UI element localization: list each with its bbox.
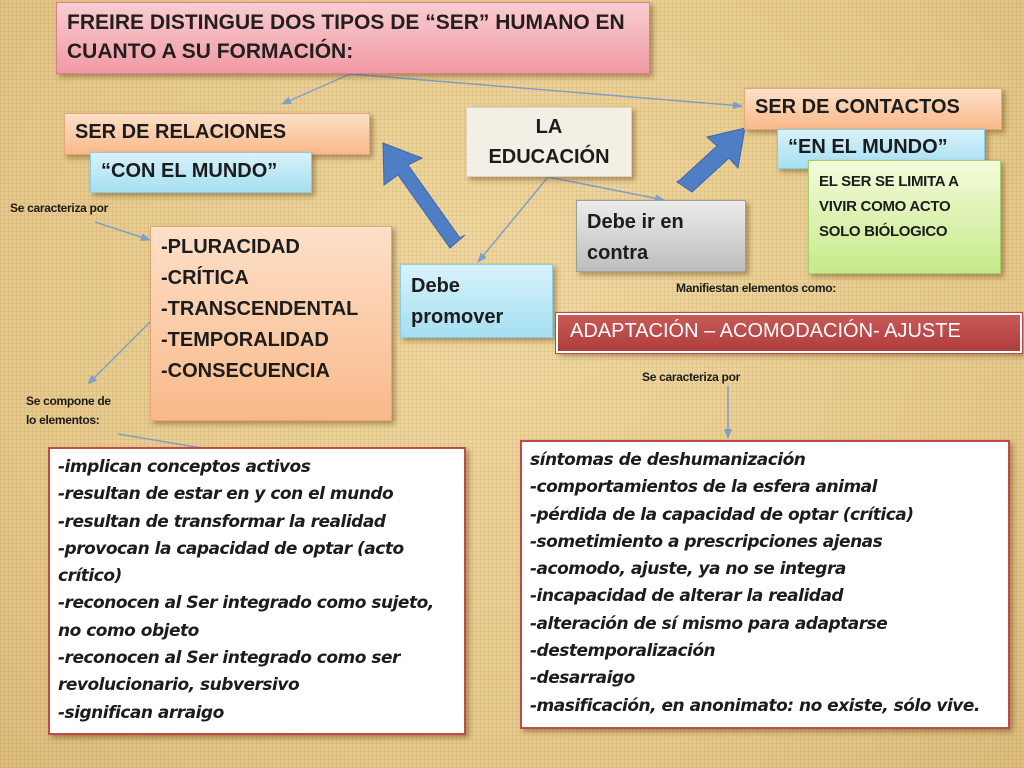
big-arrow-right-icon — [677, 128, 745, 192]
ser-contactos-header: SER DE CONTACTOS — [744, 88, 1002, 130]
promover-line1: Debe — [411, 275, 460, 297]
list-item: no como objeto — [58, 620, 199, 641]
trait-item: -CRÍTICA — [161, 267, 249, 289]
list-item: -sometimiento a prescripciones ajenas — [530, 531, 883, 552]
compone-line2: lo elementos: — [26, 413, 100, 427]
list-item: -reconocen al Ser integrado como sujeto, — [58, 593, 434, 614]
connector-edu-to-promover — [478, 177, 548, 262]
list-item: revolucionario, subversivo — [58, 675, 300, 696]
debe-ir-en-contra-box — [576, 200, 746, 272]
connector-traits-to-compone — [88, 322, 150, 384]
connector-label-to-traits — [95, 222, 150, 240]
right-elements-box — [520, 440, 1010, 729]
list-item: crítico) — [58, 566, 122, 587]
trait-item: -PLURACIDAD — [161, 236, 300, 258]
list-item: -provocan la capacidad de optar (acto — [58, 538, 404, 559]
list-item: -masificación, en anonimato: no existe, sólo vive. — [530, 695, 980, 716]
big-arrow-left-icon — [383, 143, 465, 248]
left-caracteriza-label: Se caracteriza por — [10, 201, 108, 215]
education-line2: EDUCACIÓN — [488, 146, 610, 168]
promover-line2: promover — [411, 306, 504, 328]
green-line: VIVIR COMO ACTO — [819, 198, 951, 215]
connector-title-to-contactos — [350, 74, 742, 106]
left-compone-label — [26, 392, 111, 430]
connector-title-to-relaciones — [282, 74, 350, 104]
right-caracteriza-label: Se caracteriza por — [642, 370, 740, 384]
list-item: -acomodo, ajuste, ya no se integra — [530, 559, 846, 580]
list-item: -comportamientos de la esfera animal — [530, 477, 877, 498]
left-traits-box — [150, 226, 392, 421]
ser-relaciones-header: SER DE RELACIONES — [64, 113, 370, 155]
list-item: -alteración de sí mismo para adaptarse — [530, 613, 888, 634]
green-line: SOLO BIÓLOGICO — [819, 223, 948, 240]
list-item: -resultan de transformar la realidad — [58, 511, 386, 532]
list-item: -reconocen al Ser integrado como ser — [58, 648, 400, 669]
limita-biologico-box — [808, 160, 1001, 274]
list-item: -pérdida de la capacidad de optar (crítica) — [530, 504, 914, 525]
list-item: síntomas de deshumanización — [530, 450, 806, 470]
contra-line1: Debe ir en — [587, 211, 684, 233]
en-el-mundo-box: “EN EL MUNDO” — [777, 129, 985, 169]
trait-item: -CONSECUENCIA — [161, 360, 330, 382]
trait-item: -TRANSCENDENTAL — [161, 298, 359, 320]
list-item: -incapacidad de alterar la realidad — [530, 586, 844, 607]
list-item: -implican conceptos activos — [58, 457, 311, 477]
con-el-mundo-box: “CON EL MUNDO” — [90, 152, 312, 193]
trait-item: -TEMPORALIDAD — [161, 329, 329, 351]
left-elements-box — [48, 447, 466, 735]
list-item: -destemporalización — [530, 641, 716, 662]
manifiestan-label: Manifiestan elementos como: — [676, 281, 836, 295]
main-title: FREIRE DISTINGUE DOS TIPOS DE “SER” HUMANO EN CUANTO A SU FORMACIÓN: — [56, 2, 650, 74]
education-line1: LA — [535, 116, 563, 138]
contra-line2: contra — [587, 242, 649, 264]
list-item: -significan arraigo — [58, 702, 224, 723]
compone-line1: Se compone de — [26, 394, 111, 408]
list-item: -resultan de estar en y con el mundo — [58, 484, 394, 505]
debe-promover-box — [400, 264, 553, 338]
green-line: EL SER SE LIMITA A — [819, 173, 959, 190]
connector-edu-to-contra — [548, 177, 664, 200]
adaptacion-banner: ADAPTACIÓN – ACOMODACIÓN- AJUSTE — [556, 313, 1022, 353]
list-item: -desarraigo — [530, 668, 635, 689]
education-box — [466, 107, 632, 177]
